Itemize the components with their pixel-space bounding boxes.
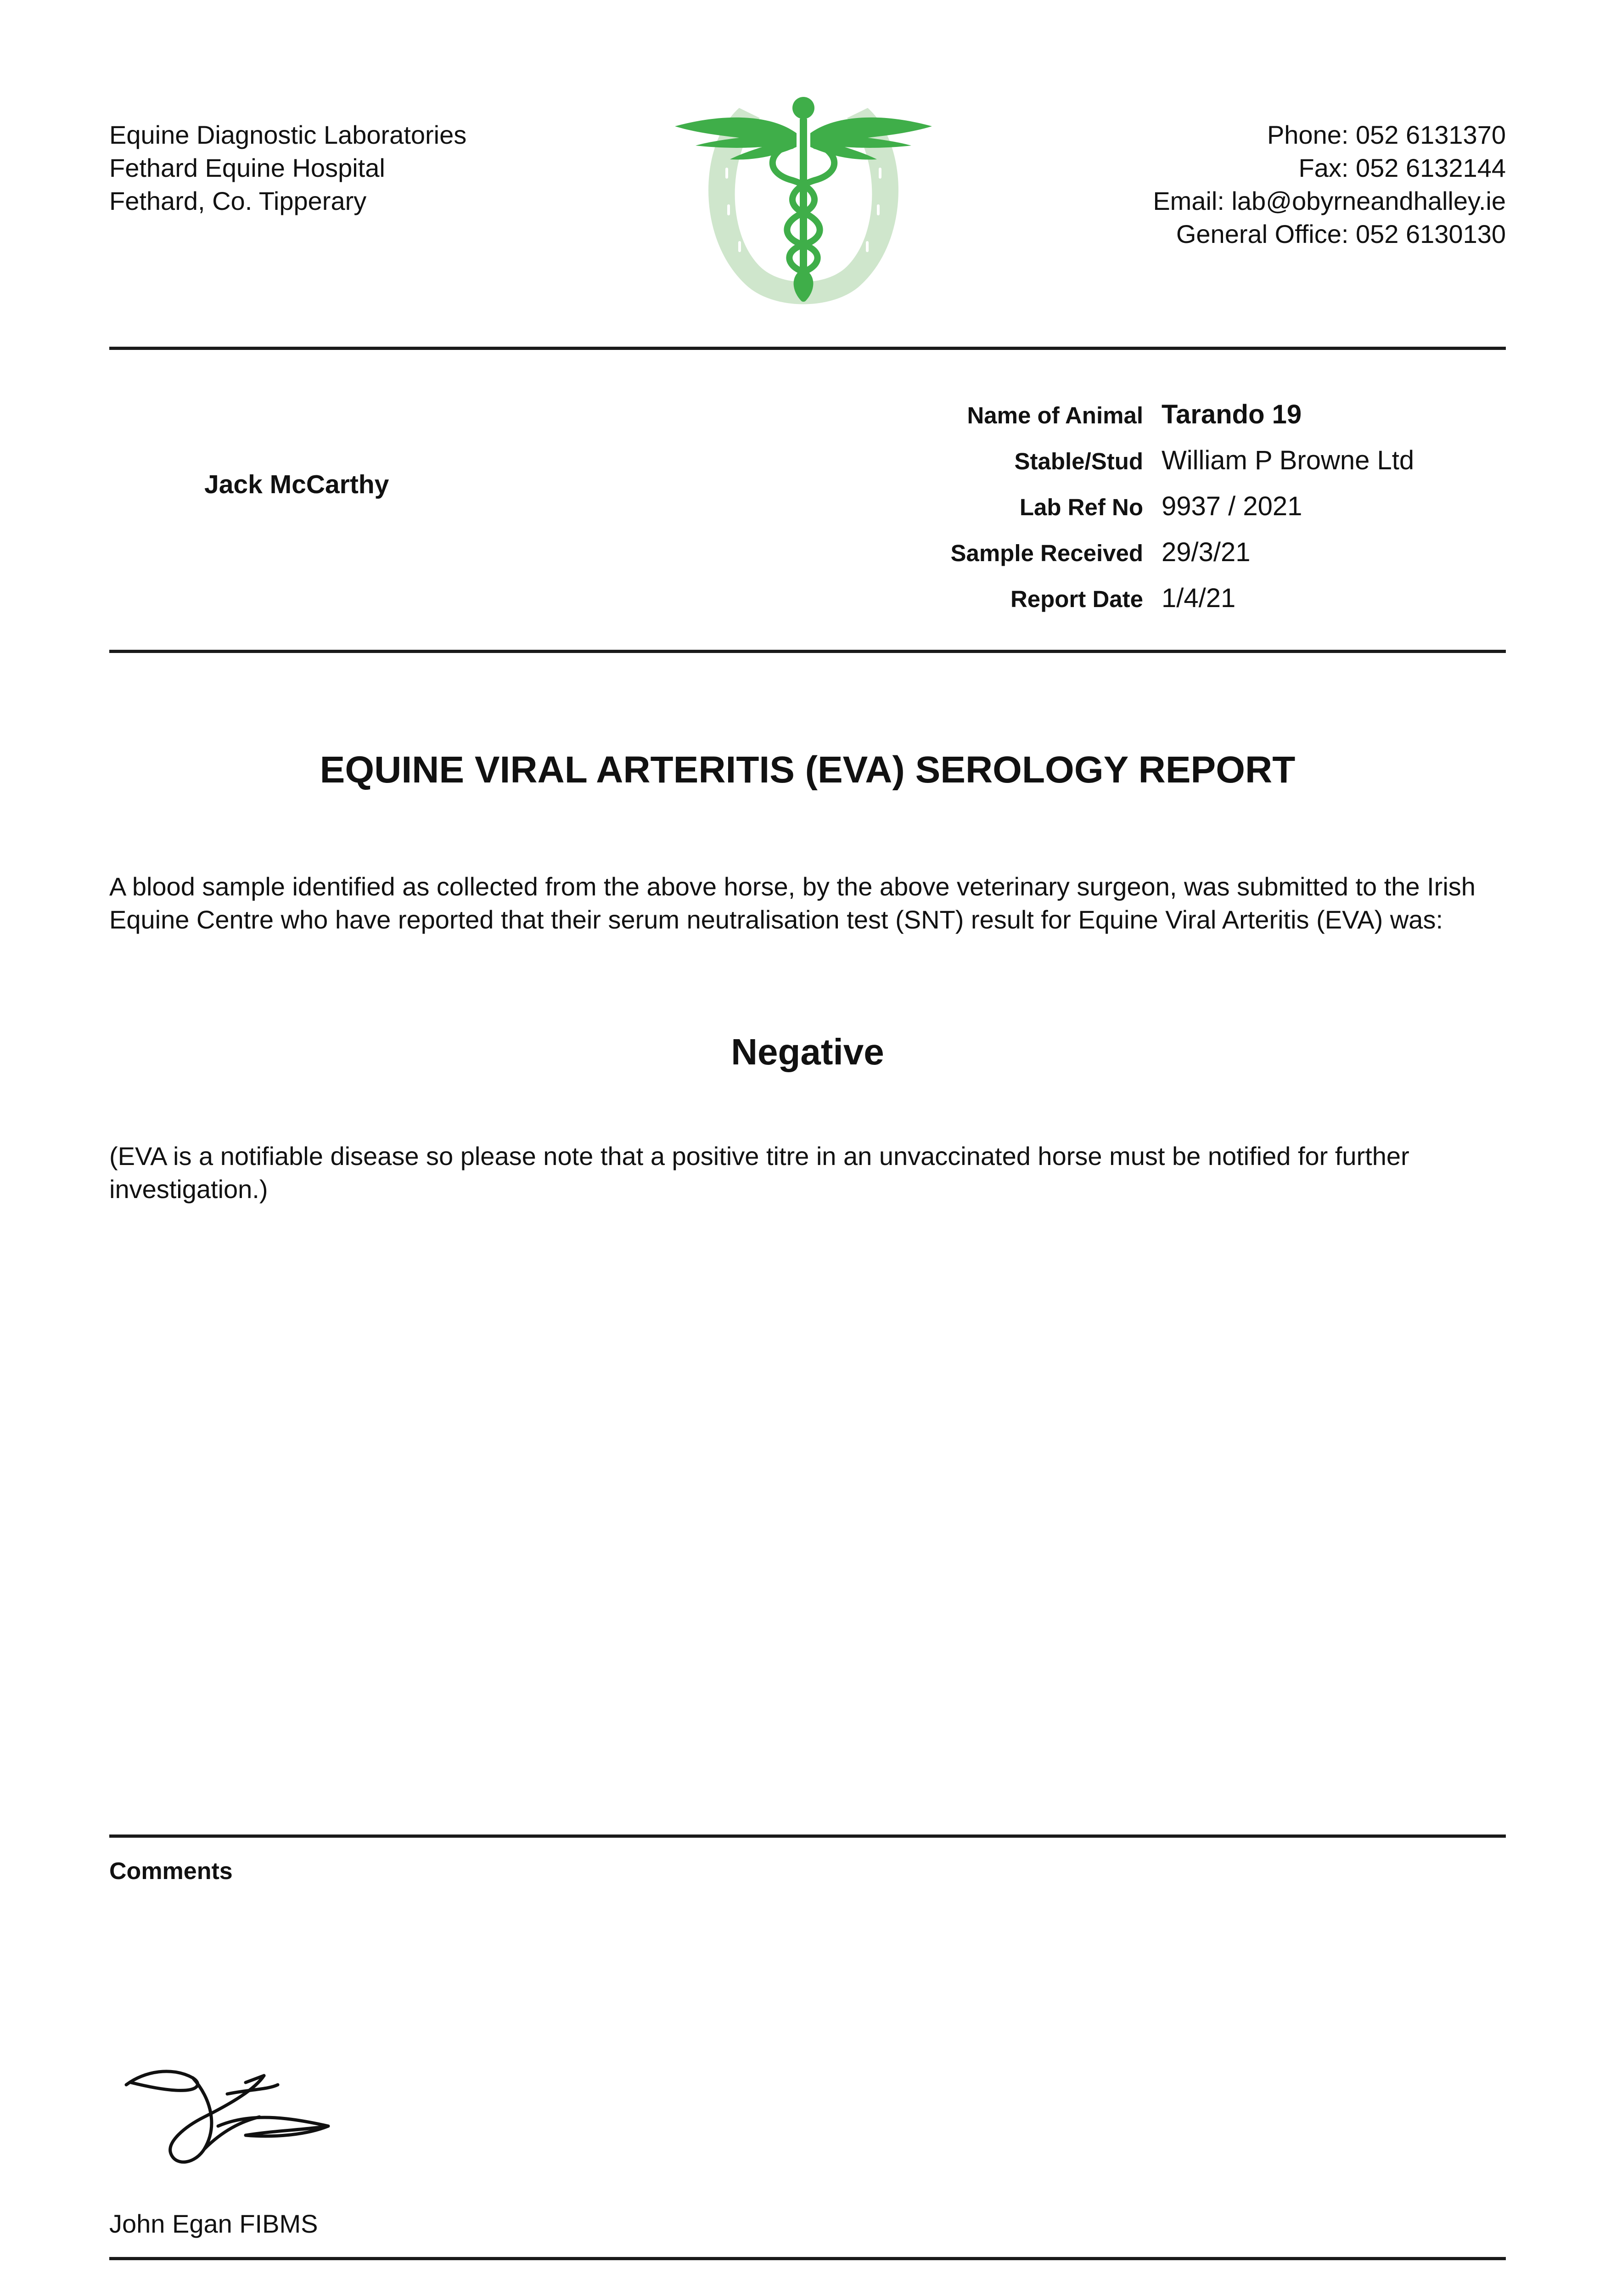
contact-general-office: General Office: 052 6130130 [1176, 219, 1506, 248]
detail-label: Lab Ref No [1019, 494, 1143, 520]
detail-label: Name of Animal [967, 402, 1143, 428]
detail-row-animal [780, 393, 1506, 439]
contact-phone: Phone: 052 6131370 [1267, 120, 1506, 149]
notifiable-note: (EVA is a notifiable disease so please note that a positive titre in an unvaccinated horse must be notified for further investigation.) [109, 1142, 1409, 1204]
contact-email: Email: lab@obyrneandhalley.ie [1153, 186, 1506, 215]
detail-row-stable [780, 439, 1506, 484]
detail-value: 9937 / 2021 [1162, 491, 1302, 521]
detail-row-report-date [780, 576, 1506, 622]
lab-contact [1153, 118, 1506, 251]
footer-divider [109, 2257, 1506, 2260]
header-divider [109, 347, 1506, 350]
report-title: EQUINE VIRAL ARTERITIS (EVA) SEROLOGY REPORT [320, 749, 1296, 791]
contact-fax: Fax: 052 6132144 [1298, 153, 1506, 182]
address-line-2: Fethard Equine Hospital [109, 153, 385, 182]
address-line-1: Equine Diagnostic Laboratories [109, 120, 467, 149]
signer-name: John Egan FIBMS [109, 2209, 318, 2238]
detail-value: 1/4/21 [1162, 583, 1236, 613]
handwritten-signature [112, 2057, 351, 2177]
comments-label: Comments [109, 1858, 233, 1885]
detail-label: Sample Received [950, 540, 1143, 566]
test-result: Negative [731, 1031, 884, 1072]
detail-label: Stable/Stud [1014, 448, 1143, 474]
detail-label: Report Date [1010, 586, 1143, 612]
detail-row-lab-ref [780, 484, 1506, 530]
veterinarian-name: Jack McCarthy [204, 470, 389, 499]
address-line-3: Fethard, Co. Tipperary [109, 186, 367, 215]
detail-value: Tarando 19 [1162, 400, 1302, 429]
detail-row-sample-received [780, 530, 1506, 576]
detail-value: William P Browne Ltd [1162, 445, 1414, 475]
lab-address [109, 118, 466, 218]
report-paragraph: A blood sample identified as collected from the above horse, by the above veterinary surgeon, was submitted to the Irish Equine Centre who have reported that their serum neutralisation test (SNT) result for Equine Viral Arteritis (EVA) was: [109, 872, 1476, 934]
caduceus-horseshoe-icon [670, 90, 937, 319]
details-divider [109, 650, 1506, 653]
detail-value: 29/3/21 [1162, 537, 1251, 567]
comments-divider [109, 1835, 1506, 1838]
